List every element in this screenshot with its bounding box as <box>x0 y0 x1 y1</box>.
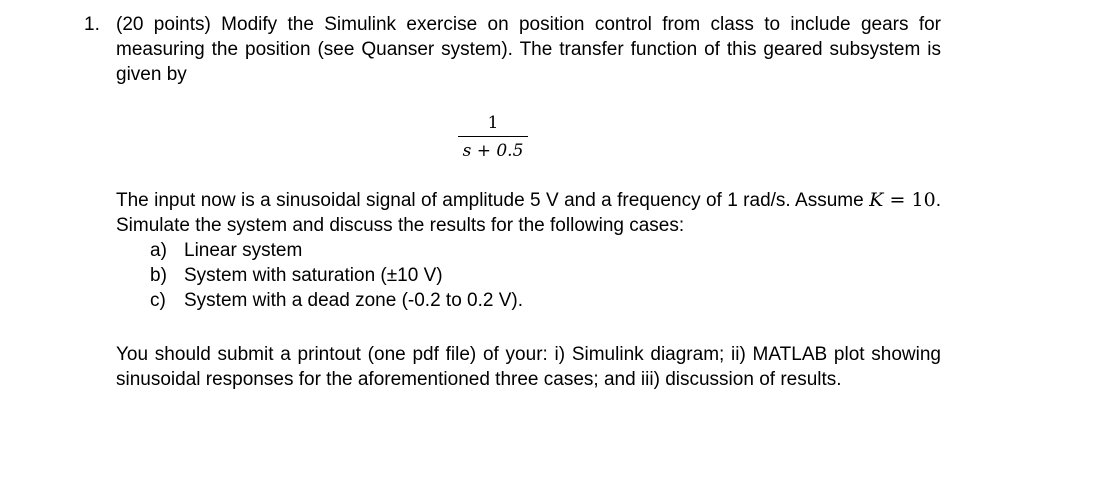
case-text: System with a dead zone (-0.2 to 0.2 V). <box>184 290 524 311</box>
input-text-before-k: The input now is a sinusoidal signal of amplitude 5 V and a frequency of 1 rad/s. Assume <box>116 190 864 211</box>
case-item <box>150 238 523 263</box>
case-letter: a) <box>150 240 167 261</box>
case-letter: b) <box>150 265 167 286</box>
case-letter: c) <box>150 290 166 311</box>
case-list <box>150 238 523 313</box>
k-value: = 10 <box>883 189 936 211</box>
k-variable: K <box>869 189 884 211</box>
denominator-text: s + 0.5 <box>462 141 524 161</box>
fraction-bar <box>458 136 528 137</box>
transfer-function <box>458 112 528 162</box>
question-number: 1. <box>84 14 100 35</box>
case-text: Linear system <box>184 240 303 261</box>
transfer-function-denominator <box>458 140 528 162</box>
case-item <box>150 288 523 313</box>
transfer-function-numerator: 1 <box>487 113 499 133</box>
problem-intro: (20 points) Modify the Simulink exercise on position control from class to include gears for measuring the position (see Quanser system). The transfer function of this geared subsystem is given by <box>116 14 941 85</box>
input-text-after-k: . Simulate the system and discuss the results for the following cases: <box>116 190 941 236</box>
k-equation <box>869 189 936 211</box>
submission-instructions: You should submit a printout (one pdf file) of your: i) Simulink diagram; ii) MATLAB plot showing sinusoidal responses for the aforementioned three cases; and iii) discussion of results. <box>116 344 941 390</box>
case-item <box>150 263 523 288</box>
input-description <box>116 188 941 238</box>
case-text: System with saturation (±10 V) <box>184 265 443 286</box>
